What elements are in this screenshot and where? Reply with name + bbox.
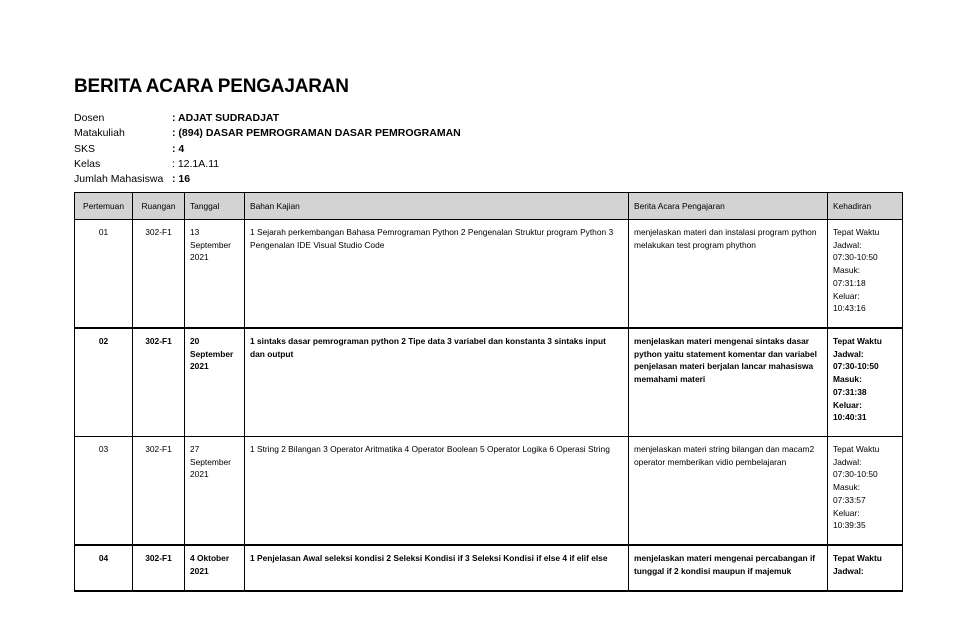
- kehadiran-line: 10:39:35: [833, 520, 866, 531]
- cell-ruangan: 302-F1: [133, 220, 185, 329]
- header-bahan-kajian: Bahan Kajian: [245, 193, 629, 220]
- cell-kehadiran: [828, 220, 903, 329]
- kehadiran-line: 10:40:31: [833, 412, 867, 423]
- cell-kehadiran: [828, 437, 903, 546]
- cell-ruangan: 302-F1: [133, 545, 185, 591]
- page-title: BERITA ACARA PENGAJARAN: [74, 76, 349, 97]
- course-info: [74, 111, 461, 187]
- kehadiran-line: Masuk:: [833, 482, 860, 493]
- cell-ruangan: 302-F1: [133, 328, 185, 437]
- info-value: : ADJAT SUDRADJAT: [172, 112, 280, 124]
- kehadiran-status: Tepat Waktu: [833, 553, 882, 563]
- cell-tanggal: 4 Oktober 2021: [185, 545, 245, 591]
- kehadiran-line: 07:31:18: [833, 277, 866, 288]
- header-pertemuan: Pertemuan: [75, 193, 133, 220]
- info-label: Jumlah Mahasiswa: [74, 173, 164, 186]
- kehadiran-status: Tepat Waktu: [833, 444, 880, 454]
- cell-berita-acara: menjelaskan materi string bilangan dan macam2 operator memberikan vidio pembelajaran: [629, 437, 828, 546]
- cell-kehadiran: [828, 328, 903, 437]
- table-row: [75, 328, 903, 437]
- cell-pertemuan: 02: [75, 328, 133, 437]
- kehadiran-line: 07:33:57: [833, 494, 866, 505]
- kehadiran-line: Keluar:: [833, 290, 860, 301]
- info-value: : 4: [172, 142, 185, 155]
- cell-bahan-kajian: 1 Penjelasan Awal seleksi kondisi 2 Seleksi Kondisi if 3 Seleksi Kondisi if else 4 if elif else: [245, 545, 629, 591]
- kehadiran-status: Tepat Waktu: [833, 227, 880, 237]
- info-sks: [74, 142, 461, 157]
- info-matakuliah: [74, 126, 461, 141]
- kehadiran-line: 07:30-10:50: [833, 361, 879, 372]
- cell-berita-acara: menjelaskan materi mengenai percabangan if tunggal if 2 kondisi maupun if majemuk: [629, 545, 828, 591]
- kehadiran-line: Jadwal:: [833, 456, 862, 467]
- kehadiran-line: Keluar:: [833, 399, 862, 410]
- table-row: [75, 220, 903, 329]
- cell-tanggal: 20 September 2021: [185, 328, 245, 437]
- kehadiran-line: 10:43:16: [833, 303, 866, 314]
- kehadiran-line: 07:30-10:50: [833, 252, 878, 263]
- info-jumlah-mahasiswa: [74, 172, 461, 187]
- table-header: [75, 193, 903, 220]
- cell-tanggal: 27 September 2021: [185, 437, 245, 546]
- cell-bahan-kajian: 1 String 2 Bilangan 3 Operator Aritmatika 4 Operator Boolean 5 Operator Logika 6 Operasi String: [245, 437, 629, 546]
- cell-berita-acara: menjelaskan materi mengenai sintaks dasar python yaitu statement komentar dan variabel penjelasan materi berjalan lancar mahasiswa memahami materi: [629, 328, 828, 437]
- cell-ruangan: 302-F1: [133, 437, 185, 546]
- info-value: : 12.1A.11: [172, 157, 220, 170]
- info-value: : 16: [172, 173, 191, 186]
- cell-bahan-kajian: 1 sintaks dasar pemrograman python 2 Tipe data 3 variabel dan konstanta 3 sintaks input dan output: [245, 328, 629, 437]
- info-dosen: [74, 111, 461, 126]
- cell-bahan-kajian: 1 Sejarah perkembangan Bahasa Pemrograman Python 2 Pengenalan Struktur program Python 3 Pengenalan IDE Visual Studio Code: [245, 220, 629, 329]
- kehadiran-line: Jadwal:: [833, 565, 864, 576]
- info-label: Kelas: [74, 157, 101, 170]
- kehadiran-line: 07:30-10:50: [833, 469, 878, 480]
- cell-tanggal: 13 September 2021: [185, 220, 245, 329]
- header-ruangan: Ruangan: [133, 193, 185, 220]
- info-value: : (894) DASAR PEMROGRAMAN DASAR PEMROGRAMAN: [172, 127, 461, 140]
- info-kelas: [74, 157, 461, 172]
- kehadiran-status: Tepat Waktu: [833, 336, 882, 346]
- cell-berita-acara: menjelaskan materi dan instalasi program python melakukan test program phython: [629, 220, 828, 329]
- attendance-table: [74, 192, 903, 592]
- cell-pertemuan: 04: [75, 545, 133, 591]
- header-berita-acara: Berita Acara Pengajaran: [629, 193, 828, 220]
- kehadiran-line: 07:31:38: [833, 386, 867, 397]
- kehadiran-line: Keluar:: [833, 507, 860, 518]
- info-label: SKS: [74, 142, 96, 155]
- table-row: [75, 437, 903, 546]
- kehadiran-line: Masuk:: [833, 265, 860, 276]
- info-label: Dosen: [74, 112, 105, 124]
- cell-kehadiran: [828, 545, 903, 591]
- kehadiran-line: Jadwal:: [833, 348, 864, 359]
- kehadiran-line: Jadwal:: [833, 239, 862, 250]
- header-tanggal: Tanggal: [185, 193, 245, 220]
- cell-pertemuan: 01: [75, 220, 133, 329]
- table-row: [75, 545, 903, 591]
- cell-pertemuan: 03: [75, 437, 133, 546]
- header-kehadiran: Kehadiran: [828, 193, 903, 220]
- kehadiran-line: Masuk:: [833, 374, 862, 385]
- info-label: Matakuliah: [74, 127, 125, 140]
